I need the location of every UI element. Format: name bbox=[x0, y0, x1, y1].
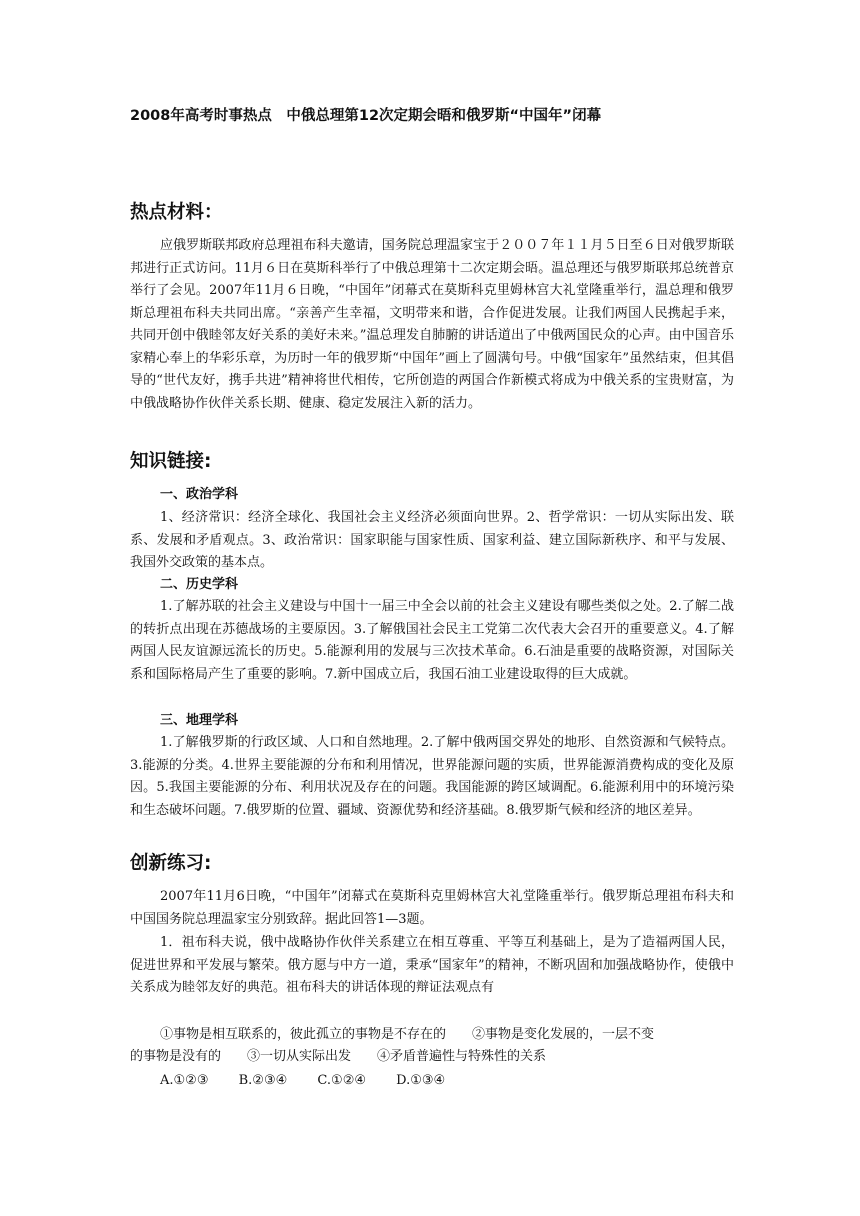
practice-heading: 创新练习: bbox=[130, 853, 212, 874]
politics-subheading: 一、政治学科 bbox=[160, 487, 239, 502]
practice-intro: 2007年11月6日晚，“中国年”闭幕式在莫斯科克里姆林宫大礼堂隆重举行。俄罗斯总理祖布科夫和中国国务院总理温家宝分别致辞。据此回答1—3题。 bbox=[130, 889, 734, 927]
history-paragraph: 1.了解苏联的社会主义建设与中国十一届三中全会以前的社会主义建设有哪些类似之处。2.了解二战的转折点出现在苏德战场的主要原因。3.了解俄国社会民主工党第二次代表大会召开的重要意义。4.了解两国人民友谊源远流长的历史。5.能源利用的发展与三次技术革命。6.石油是重要的战略资源，对国际关系和国际格局产生了重要的影响。7.新中国成立后，我国石油工业建设取得的巨大成就。 bbox=[130, 599, 734, 682]
option-d: D.①③④ bbox=[396, 1073, 446, 1088]
option-b: B.②③④ bbox=[238, 1073, 288, 1088]
statements-line-1: ①事物是相互联系的，彼此孤立的事物是不存在的 ②事物是变化发展的，一层不变 bbox=[160, 1027, 655, 1042]
document-title: 2008年高考时事热点 中俄总理第12次定期会晤和俄罗斯“中国年”闭幕 bbox=[130, 108, 602, 124]
hot-material-paragraph: 应俄罗斯联邦政府总理祖布科夫邀请，国务院总理温家宝于２００７年１１月５日至６日对俄罗斯联邦进行正式访问。11月６日在莫斯科举行了中俄总理第十二次定期会晤。温总理还与俄罗斯联邦总统普京举行了会见。2007年11月６日晚，“中国年”闭幕式在莫斯科克里姆林宫大礼堂隆重举行，温总理和俄罗斯总理祖布科夫共同出席。“亲善产生幸福，文明带来和谐，合作促进发展。让我们两国人民携起手来，共同开创中俄睦邻友好关系的美好未来。”温总理发自肺腑的讲话道出了中俄两国民众的心声。由中国音乐家精心奉上的华彩乐章，为历时一年的俄罗斯“中国年”画上了圆满句号。中俄“国家年”虽然结束，但其倡导的“世代友好，携手共进”精神将世代相传，它所创造的两国合作新模式将成为中俄关系的宝贵财富，为中俄战略协作伙伴关系长期、健康、稳定发展注入新的活力。 bbox=[130, 238, 734, 411]
geography-subheading: 三、地理学科 bbox=[160, 713, 239, 728]
knowledge-links-heading: 知识链接: bbox=[130, 451, 212, 472]
geography-paragraph: 1.了解俄罗斯的行政区域、人口和自然地理。2.了解中俄两国交界处的地形、自然资源和气候特点。3.能源的分类。4.世界主要能源的分布和利用情况，世界能源问题的实质，世界能源消费构成的变化及原因。5.我国主要能源的分布、利用状况及存在的问题。我国能源的跨区域调配。6.能源利用中的环境污染和生态破坏问题。7.俄罗斯的位置、疆域、资源优势和经济基础。8.俄罗斯气候和经济的地区差异。 bbox=[130, 735, 734, 818]
option-a: A.①②③ bbox=[160, 1073, 209, 1088]
question-1: 1．祖布科夫说，俄中战略协作伙伴关系建立在相互尊重、平等互利基础上，是为了造福两国人民，促进世界和平发展与繁荣。俄方愿与中方一道，秉承“国家年”的精神，不断巩固和加强战略协作，使俄中关系成为睦邻友好的典范。祖布科夫的讲话体现的辩证法观点有 bbox=[130, 935, 734, 995]
hot-material-heading: 热点材料： bbox=[130, 202, 223, 223]
history-subheading: 二、历史学科 bbox=[160, 577, 239, 592]
option-c: C.①②④ bbox=[317, 1073, 367, 1088]
statements-line-2: 的事物是没有的 ③一切从实际出发 ④矛盾普遍性与特殊性的关系 bbox=[130, 1049, 547, 1064]
politics-paragraph: 1、经济常识：经济全球化、我国社会主义经济必须面向世界。2、哲学常识：一切从实际出发、联系、发展和矛盾观点。3、政治常识：国家职能与国家性质、国家利益、建立国际新秩序、和平与发展、我国外交政策的基本点。 bbox=[130, 510, 734, 570]
answer-options bbox=[160, 1070, 471, 1093]
